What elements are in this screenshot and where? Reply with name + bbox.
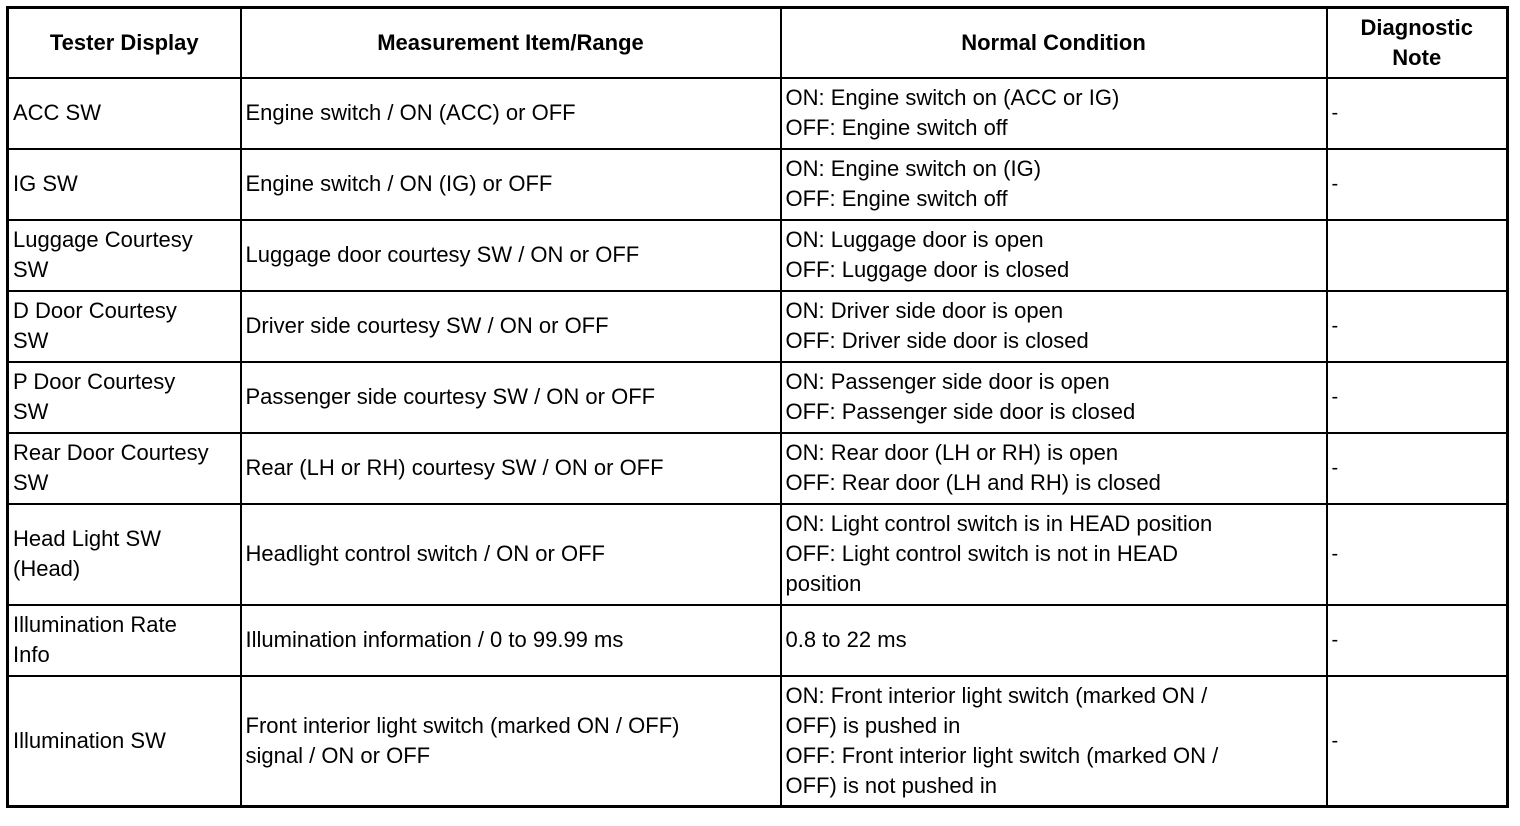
cell-measurement [241, 676, 781, 807]
cell-display [8, 291, 241, 362]
cell-measurement-line: Front interior light switch (marked ON / OFF) [245, 712, 680, 738]
cell-normal-line: OFF) is not pushed in [785, 772, 998, 798]
cell-normal-line: ON: Front interior light switch (marked ON / [785, 682, 1208, 708]
cell-measurement [241, 433, 781, 504]
cell-display-line: Rear Door Courtesy [13, 440, 209, 465]
cell-measurement-line: Rear (LH or RH) courtesy SW / ON or OFF [245, 455, 664, 480]
table-row [8, 504, 1508, 605]
cell-normal-line: ON: Driver side door is open [785, 298, 1064, 323]
table-row [8, 433, 1508, 504]
cell-normal-line: OFF) is pushed in [785, 712, 961, 738]
cell-display [8, 504, 241, 605]
cell-diagnostic-note: - [1327, 676, 1508, 807]
cell-display [8, 433, 241, 504]
header-tester-display: Tester Display [8, 8, 241, 78]
table-row [8, 149, 1508, 220]
cell-diagnostic-note: - [1327, 504, 1508, 605]
cell-measurement [241, 149, 781, 220]
header-diagnostic-note [1327, 8, 1508, 78]
cell-measurement [241, 362, 781, 433]
cell-normal [781, 220, 1327, 291]
cell-normal-line: ON: Light control switch is in HEAD position [785, 511, 1213, 536]
cell-normal [781, 433, 1327, 504]
cell-normal [781, 676, 1327, 807]
cell-diagnostic-note: - [1327, 605, 1508, 676]
cell-diagnostic-note: - [1327, 291, 1508, 362]
cell-normal-line: ON: Engine switch on (IG) [785, 156, 1042, 181]
cell-measurement-line: Illumination information / 0 to 99.99 ms [245, 627, 624, 652]
cell-diagnostic-note: - [1327, 149, 1508, 220]
cell-normal-line: OFF: Luggage door is closed [785, 257, 1070, 282]
cell-normal-line: ON: Passenger side door is open [785, 369, 1110, 394]
cell-normal-line: OFF: Passenger side door is closed [785, 399, 1136, 424]
cell-display-line: (Head) [13, 556, 81, 581]
cell-normal-line: OFF: Light control switch is not in HEAD [785, 541, 1178, 566]
cell-display-line: SW [13, 470, 49, 495]
header-diagnostic-note-line1: Diagnostic [1360, 14, 1473, 40]
cell-display-line: SW [13, 328, 49, 353]
cell-normal-line: OFF: Engine switch off [785, 115, 1008, 140]
cell-normal-line: position [785, 571, 862, 596]
cell-normal-line: 0.8 to 22 ms [785, 627, 907, 652]
cell-measurement [241, 605, 781, 676]
cell-measurement [241, 504, 781, 605]
table-row [8, 362, 1508, 433]
cell-normal [781, 504, 1327, 605]
cell-display-line: Info [13, 642, 50, 667]
table-row [8, 605, 1508, 676]
cell-normal [781, 605, 1327, 676]
cell-normal-line: ON: Rear door (LH or RH) is open [785, 440, 1119, 465]
cell-normal-line: ON: Engine switch on (ACC or IG) [785, 85, 1120, 110]
cell-display [8, 78, 241, 149]
cell-measurement-line: Engine switch / ON (IG) or OFF [245, 171, 553, 196]
cell-normal-line: ON: Luggage door is open [785, 227, 1044, 252]
cell-display-line: Luggage Courtesy [13, 227, 193, 252]
cell-display-line: Illumination Rate [13, 612, 177, 637]
table-row [8, 78, 1508, 149]
cell-normal [781, 291, 1327, 362]
cell-measurement-line: signal / ON or OFF [245, 742, 431, 768]
cell-display-line: Illumination SW [13, 727, 166, 753]
table-row [8, 220, 1508, 291]
cell-diagnostic-note: - [1327, 433, 1508, 504]
cell-display [8, 220, 241, 291]
cell-normal-line: OFF: Rear door (LH and RH) is closed [785, 470, 1161, 495]
cell-display [8, 605, 241, 676]
header-normal-condition: Normal Condition [781, 8, 1327, 78]
header-row [8, 8, 1508, 78]
cell-display [8, 676, 241, 807]
cell-measurement-line: Driver side courtesy SW / ON or OFF [245, 313, 609, 338]
cell-display-line: D Door Courtesy [13, 298, 177, 323]
cell-diagnostic-note: - [1327, 362, 1508, 433]
table-row [8, 291, 1508, 362]
cell-display-line: SW [13, 257, 49, 282]
cell-display [8, 149, 241, 220]
cell-normal-line: OFF: Driver side door is closed [785, 328, 1089, 353]
cell-normal [781, 149, 1327, 220]
cell-display-line: IG SW [13, 171, 78, 196]
cell-normal-line: OFF: Engine switch off [785, 186, 1008, 211]
header-diagnostic-note-line2: Note [1392, 44, 1442, 70]
diagnostic-data-table [6, 6, 1509, 808]
cell-measurement [241, 220, 781, 291]
cell-display [8, 362, 241, 433]
cell-measurement-line: Passenger side courtesy SW / ON or OFF [245, 384, 656, 409]
cell-display-line: ACC SW [13, 100, 101, 125]
cell-diagnostic-note: - [1327, 78, 1508, 149]
cell-diagnostic-note [1327, 220, 1508, 291]
cell-normal-line: OFF: Front interior light switch (marked ON / [785, 742, 1219, 768]
cell-normal [781, 362, 1327, 433]
cell-measurement [241, 78, 781, 149]
cell-measurement-line: Headlight control switch / ON or OFF [245, 541, 605, 566]
cell-measurement [241, 291, 781, 362]
header-measurement: Measurement Item/Range [241, 8, 781, 78]
cell-measurement-line: Engine switch / ON (ACC) or OFF [245, 100, 576, 125]
table-row [8, 676, 1508, 807]
cell-display-line: SW [13, 399, 49, 424]
cell-display-line: Head Light SW [13, 526, 161, 551]
cell-display-line: P Door Courtesy [13, 369, 176, 394]
cell-measurement-line: Luggage door courtesy SW / ON or OFF [245, 242, 640, 267]
cell-normal [781, 78, 1327, 149]
